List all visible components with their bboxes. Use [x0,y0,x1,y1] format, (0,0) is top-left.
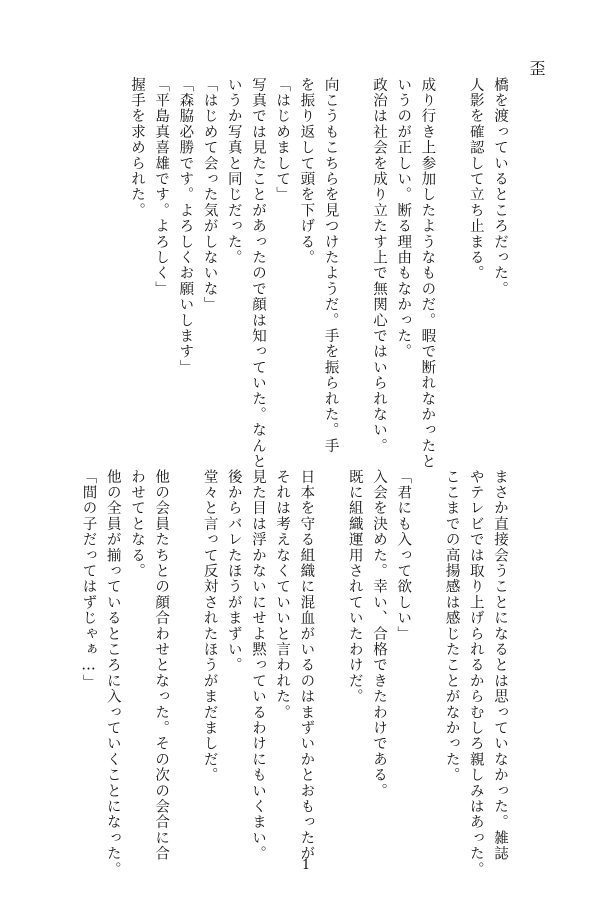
text-line: まさか直接会うことになるとは思っていなかった。雑誌 [492,469,508,862]
lower-text-block [76,469,512,878]
text-line: 写真では見たことがあったので顔は知っていた。なんと [249,77,266,470]
text-line: 握手を求められた。 [128,77,145,219]
blank-line [343,77,367,477]
text-line: 橋を渡っているところだった。 [492,77,508,297]
text-line: 後からバレたほうがまずい。 [225,469,242,674]
text-line: 「はじめまして」 [274,77,291,203]
blank-line [173,469,197,849]
text-line: 人影を確認して立ち止まる。 [467,77,484,282]
blank-line [318,469,342,849]
text-line: 政治は社会を成り立たす上で無関心ではいられない。 [370,77,387,454]
text-line: ここまでの高揚感は感じたことがなかった。 [443,469,460,783]
text-line: 他の全員が揃っているところに入っていくことになった。 [104,469,121,878]
text-line: 成り行き上参加したようなものだ。暇で断れなかったと [419,77,436,470]
text-line: いうのが正しい。断る理由もなかった。 [395,77,412,360]
blank-line [439,77,463,477]
text-line: 他の会員たちとの顔合わせとなった。その次の会合に合 [153,469,170,862]
text-line: 「平島真喜雄です。よろしく」 [153,77,170,297]
text-line: わせてとなる。 [128,469,145,579]
text-line: を振り返して頭を下げる。 [298,77,315,266]
text-line: それは考えなくていいと言われた。 [274,469,291,721]
text-line: 堂々と言って反対されたほうがまだましだ。 [201,469,218,783]
text-line: 入会を決めた。幸い、合格できたわけである。 [370,469,387,799]
text-line: 「森脇必勝です。よろしくお願いします」 [177,77,194,376]
text-line: 「間の子だってはずじゃぁ…」 [80,469,97,691]
text-line: 「はじめて会った気がしないな」 [201,77,218,313]
page-title: 歪 [527,60,546,77]
text-line: 既に組織運用されていたわけだ。 [346,469,363,705]
blank-line [415,469,439,849]
text-line: 見た目は浮かないにせよ黙っているわけにもいくまい。 [249,469,266,862]
text-line: いうか写真と同じだった。 [225,77,242,266]
text-line: 向こうもこちらを見つけたようだ。手を振られた。手 [322,77,339,454]
text-line: 日本を守る組織に混血がいるのはまずいかとおもったが [298,469,315,862]
text-line: 「君にも入って欲しい」 [395,469,412,642]
upper-text-block [125,77,512,477]
text-line: やテレビでは取り上げられるからむしろ親しみはあった。 [467,469,484,878]
page-number: 1 [301,858,311,873]
